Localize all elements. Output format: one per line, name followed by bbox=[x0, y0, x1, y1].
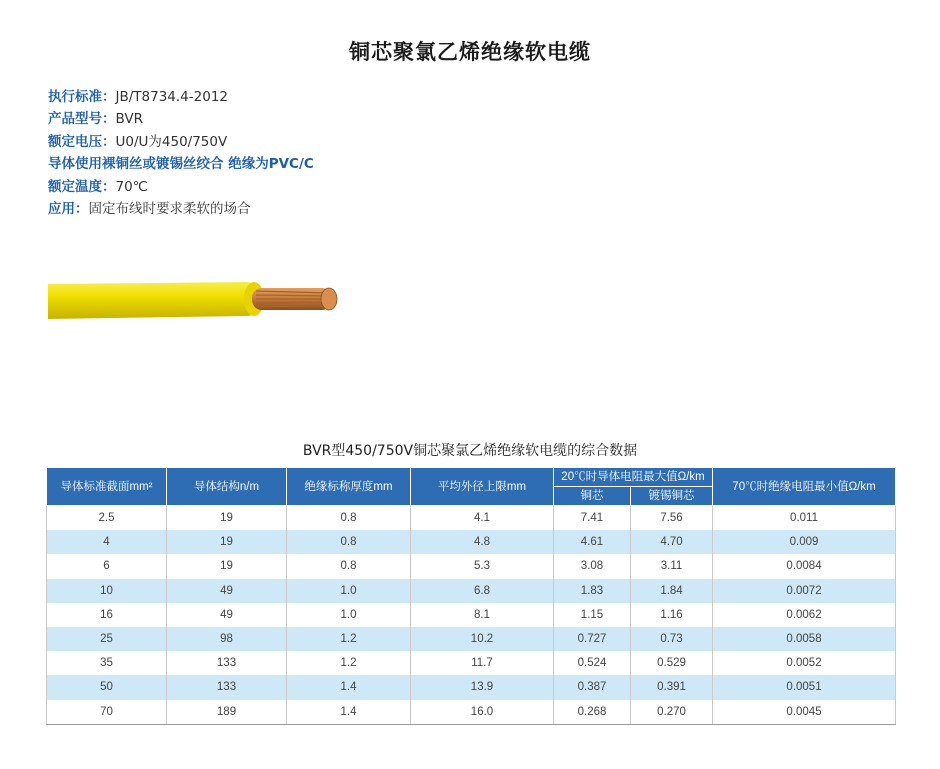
table-cell: 19 bbox=[167, 530, 287, 554]
table-cell: 35 bbox=[47, 651, 167, 675]
table-cell: 19 bbox=[167, 554, 287, 578]
col-header-copper: 铜芯 bbox=[554, 487, 631, 506]
spec-list bbox=[48, 86, 648, 220]
table-cell: 4.8 bbox=[411, 530, 554, 554]
table-row bbox=[47, 603, 896, 627]
specs-table bbox=[46, 467, 896, 725]
table-cell: 0.8 bbox=[287, 530, 411, 554]
table-cell: 4.1 bbox=[411, 506, 554, 531]
spec-value: U0/U为450/750V bbox=[115, 133, 228, 150]
col-header-structure: 导体结构n/m bbox=[167, 468, 287, 506]
col-header-outer-diameter: 平均外径上限mm bbox=[411, 468, 554, 506]
conductor-end bbox=[321, 288, 337, 310]
table-cell: 0.73 bbox=[631, 627, 713, 651]
page-title: 铜芯聚氯乙烯绝缘软电缆 bbox=[349, 40, 591, 64]
table-cell: 7.41 bbox=[554, 506, 631, 531]
table-row bbox=[47, 627, 896, 651]
table-cell: 189 bbox=[167, 700, 287, 725]
table-cell: 0.0058 bbox=[713, 627, 896, 651]
spec-value: 70℃ bbox=[115, 178, 148, 195]
table-row bbox=[47, 554, 896, 578]
spec-value: BVR bbox=[115, 111, 143, 128]
table-cell: 1.4 bbox=[287, 700, 411, 725]
cable-image bbox=[46, 274, 346, 328]
table-cell: 98 bbox=[167, 627, 287, 651]
spec-label: 额定温度： bbox=[48, 178, 116, 195]
table-cell: 19 bbox=[167, 506, 287, 531]
table-cell: 0.391 bbox=[631, 675, 713, 699]
table-cell: 1.2 bbox=[287, 651, 411, 675]
spec-label: 产品型号： bbox=[48, 111, 116, 128]
table-cell: 16 bbox=[47, 603, 167, 627]
table-row bbox=[47, 700, 896, 725]
table-cell: 4.70 bbox=[631, 530, 713, 554]
table-cell: 0.270 bbox=[631, 700, 713, 725]
table-cell: 0.0062 bbox=[713, 603, 896, 627]
spec-standard bbox=[48, 86, 648, 108]
table-cell: 7.56 bbox=[631, 506, 713, 531]
table-cell: 3.08 bbox=[554, 554, 631, 578]
table-cell: 6.8 bbox=[411, 579, 554, 603]
table-cell: 0.268 bbox=[554, 700, 631, 725]
table-cell: 5.3 bbox=[411, 554, 554, 578]
table-cell: 8.1 bbox=[411, 603, 554, 627]
table-cell: 49 bbox=[167, 579, 287, 603]
table-row bbox=[47, 651, 896, 675]
col-header-tinned: 镀锡铜芯 bbox=[631, 487, 713, 506]
table-cell: 0.524 bbox=[554, 651, 631, 675]
table-cell: 0.8 bbox=[287, 554, 411, 578]
table-cell: 0.0051 bbox=[713, 675, 896, 699]
col-header-section: 导体标准截面mm² bbox=[47, 468, 167, 506]
table-cell: 133 bbox=[167, 651, 287, 675]
spec-value: JB/T8734.4-2012 bbox=[115, 89, 229, 105]
cable-insulation bbox=[48, 282, 261, 319]
table-cell: 1.4 bbox=[287, 675, 411, 699]
table-title: BVR型450/750V铜芯聚氯乙烯绝缘软电缆的综合数据 bbox=[302, 443, 638, 459]
table-cell: 1.0 bbox=[287, 579, 411, 603]
table-cell: 4.61 bbox=[554, 530, 631, 554]
table-cell: 0.0045 bbox=[713, 700, 896, 725]
table-cell: 2.5 bbox=[47, 506, 167, 531]
spec-model bbox=[48, 108, 648, 130]
table-row bbox=[47, 579, 896, 603]
spec-label: 额定电压： bbox=[48, 133, 116, 150]
table-cell: 6 bbox=[47, 554, 167, 578]
table-cell: 70 bbox=[47, 700, 167, 725]
table-cell: 0.387 bbox=[554, 675, 631, 699]
table-cell: 13.9 bbox=[411, 675, 554, 699]
table-cell: 0.0052 bbox=[713, 651, 896, 675]
spec-value: 导体使用裸铜丝或镀锡丝绞合 绝缘为PVC/C bbox=[48, 156, 314, 173]
col-header-insulation-resistance: 70℃时绝缘电阻最小值Ω/km bbox=[713, 468, 896, 506]
spec-conductor bbox=[48, 153, 648, 175]
table-cell: 16.0 bbox=[411, 700, 554, 725]
table-cell: 11.7 bbox=[411, 651, 554, 675]
spec-label: 应用： bbox=[48, 201, 89, 218]
table-cell: 0.529 bbox=[631, 651, 713, 675]
table-cell: 1.2 bbox=[287, 627, 411, 651]
table-cell: 0.009 bbox=[713, 530, 896, 554]
table-cell: 10.2 bbox=[411, 627, 554, 651]
table-cell: 10 bbox=[47, 579, 167, 603]
spec-temperature bbox=[48, 176, 648, 198]
table-cell: 50 bbox=[47, 675, 167, 699]
table-cell: 0.727 bbox=[554, 627, 631, 651]
table-cell: 0.0072 bbox=[713, 579, 896, 603]
table-cell: 1.83 bbox=[554, 579, 631, 603]
table-cell: 1.0 bbox=[287, 603, 411, 627]
col-header-resistance-group: 20℃时导体电阻最大值Ω/km bbox=[554, 468, 713, 487]
col-header-insulation-thickness: 绝缘标称厚度mm bbox=[287, 468, 411, 506]
table-cell: 3.11 bbox=[631, 554, 713, 578]
spec-voltage bbox=[48, 131, 648, 153]
table-cell: 4 bbox=[47, 530, 167, 554]
spec-value: 固定布线时要求柔软的场合 bbox=[88, 201, 251, 218]
table-cell: 1.16 bbox=[631, 603, 713, 627]
table-cell: 133 bbox=[167, 675, 287, 699]
spec-label: 执行标准： bbox=[48, 89, 116, 105]
table-cell: 1.15 bbox=[554, 603, 631, 627]
table-cell: 0.011 bbox=[713, 506, 896, 531]
table-cell: 49 bbox=[167, 603, 287, 627]
table-cell: 0.8 bbox=[287, 506, 411, 531]
table-row bbox=[47, 506, 896, 531]
table-row bbox=[47, 530, 896, 554]
table-cell: 1.84 bbox=[631, 579, 713, 603]
table-row bbox=[47, 675, 896, 699]
table-cell: 0.0084 bbox=[713, 554, 896, 578]
table-cell: 25 bbox=[47, 627, 167, 651]
spec-application bbox=[48, 198, 648, 220]
